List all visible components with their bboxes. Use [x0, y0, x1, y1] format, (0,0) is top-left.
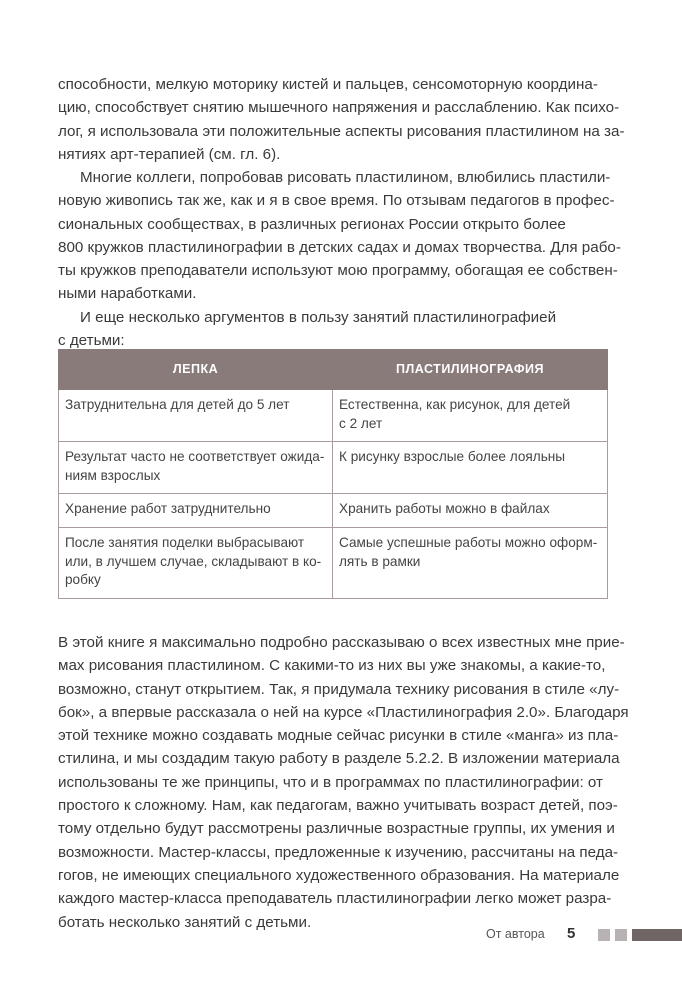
column-header-plasticine-painting: ПЛАСТИЛИНОГРАФИЯ — [333, 350, 608, 390]
cell-line: Хранить работы можно в файлах — [339, 501, 550, 516]
text-line: ты кружков преподаватели используют мою программу, обогащая ее собствен- — [58, 262, 618, 280]
text-line: возможности. Мастер-классы, предложенные к изучению, рассчитаны на педа- — [58, 843, 619, 861]
comparison-table — [58, 349, 608, 599]
text-line: каждого мастер-класса преподаватель пластилинографии легко может разра- — [58, 890, 612, 908]
table-cell — [59, 442, 333, 494]
text-line: лог, я использовала эти положительные аспекты рисования пластилином на за- — [58, 122, 625, 140]
footer-square-decoration — [615, 929, 627, 941]
text-line: ботать несколько занятий с детьми. — [58, 913, 312, 931]
text-line: способности, мелкую моторику кистей и пальцев, сенсомоторную координа- — [58, 76, 598, 93]
table-row — [59, 390, 608, 442]
text-line: простого к сложному. Нам, как педагогам, важно учитывать возраст детей, поэ- — [58, 797, 618, 815]
table-row — [59, 442, 608, 494]
column-header-modeling: ЛЕПКА — [59, 350, 333, 390]
table-cell — [59, 494, 333, 528]
table-header-row — [59, 350, 608, 390]
cell-line: После занятия поделки выбрасывают — [65, 535, 305, 550]
text-line: В этой книге я максимально подробно рассказываю о всех известных мне прие- — [58, 634, 625, 651]
cell-line: лять в рамки — [339, 553, 421, 569]
table-cell — [333, 494, 608, 528]
paragraph-1 — [58, 73, 624, 166]
table-cell — [333, 390, 608, 442]
text-line: 800 кружков пластилинографии в детских садах и домах творчества. Для рабо- — [58, 238, 621, 256]
cell-line: Самые успешные работы можно оформ- — [339, 535, 598, 550]
text-line: гогов, не имеющих специального художественного образования. На материале — [58, 866, 620, 884]
text-line: И еще несколько аргументов в пользу занятий пластилинографией — [80, 309, 557, 326]
paragraph-2 — [58, 166, 624, 306]
text-line: нятиях арт-терапией (см. гл. 6). — [58, 145, 281, 163]
cell-line: Затруднительна для детей до 5 лет — [65, 397, 290, 412]
text-line: тому отдельно будут рассмотрены различные возрастные группы, их умения и — [58, 820, 615, 838]
table-cell — [333, 442, 608, 494]
cell-line: робку — [65, 572, 101, 587]
table-row — [59, 494, 608, 528]
text-line: цию, способствует снятию мышечного напряжения и расслаблению. Как психо- — [58, 99, 620, 117]
text-line: мах рисования пластилином. С какими-то из них вы уже знакомы, а какие-то, — [58, 657, 606, 675]
cell-line: К рисунку взрослые более лояльны — [339, 449, 566, 464]
footer-section-title: От автора — [486, 927, 545, 941]
footer-square-decoration — [598, 929, 610, 941]
table-cell — [333, 528, 608, 599]
cell-line: Естественна, как рисунок, для детей — [339, 397, 571, 412]
table-row — [59, 528, 608, 599]
text-line: возможно, станут открытием. Так, я придумала технику рисования в стиле «лу- — [58, 680, 620, 698]
text-line: этой технике можно создавать модные сейчас рисунки в стиле «манга» из пла- — [58, 727, 619, 745]
cell-line: с 2 лет — [339, 415, 383, 431]
footer-bar-decoration — [632, 929, 682, 941]
table-cell — [59, 390, 333, 442]
paragraph-4 — [58, 631, 629, 934]
text-line: с детьми: — [58, 332, 125, 350]
page-number: 5 — [567, 925, 576, 942]
table-cell — [59, 528, 333, 599]
cell-line: Хранение работ затруднительно — [65, 501, 271, 516]
text-line: использованы те же принципы, что и в программах по пластилинографии: от — [58, 773, 603, 791]
text-line: сиональных сообществах, в различных регионах России открыто более — [58, 215, 566, 233]
paragraph-3 — [58, 306, 624, 353]
cell-line: Результат часто не соответствует ожида- — [65, 449, 325, 464]
text-line: ными наработками. — [58, 285, 197, 303]
text-line: новую живопись так же, как и я в свое время. По отзывам педагогов в профес- — [58, 192, 615, 210]
cell-line: или, в лучшем случае, складывают в ко- — [65, 553, 322, 569]
text-line: стилина, и мы создадим такую работу в разделе 5.2.2. В изложении материала — [58, 750, 620, 768]
text-line: бок», а впервые рассказала о ней на курсе «Пластилинография 2.0». Благодаря — [58, 703, 629, 721]
cell-line: ниям взрослых — [65, 467, 161, 483]
text-line: Многие коллеги, попробовав рисовать пластилином, влюбились пластили- — [80, 169, 611, 186]
